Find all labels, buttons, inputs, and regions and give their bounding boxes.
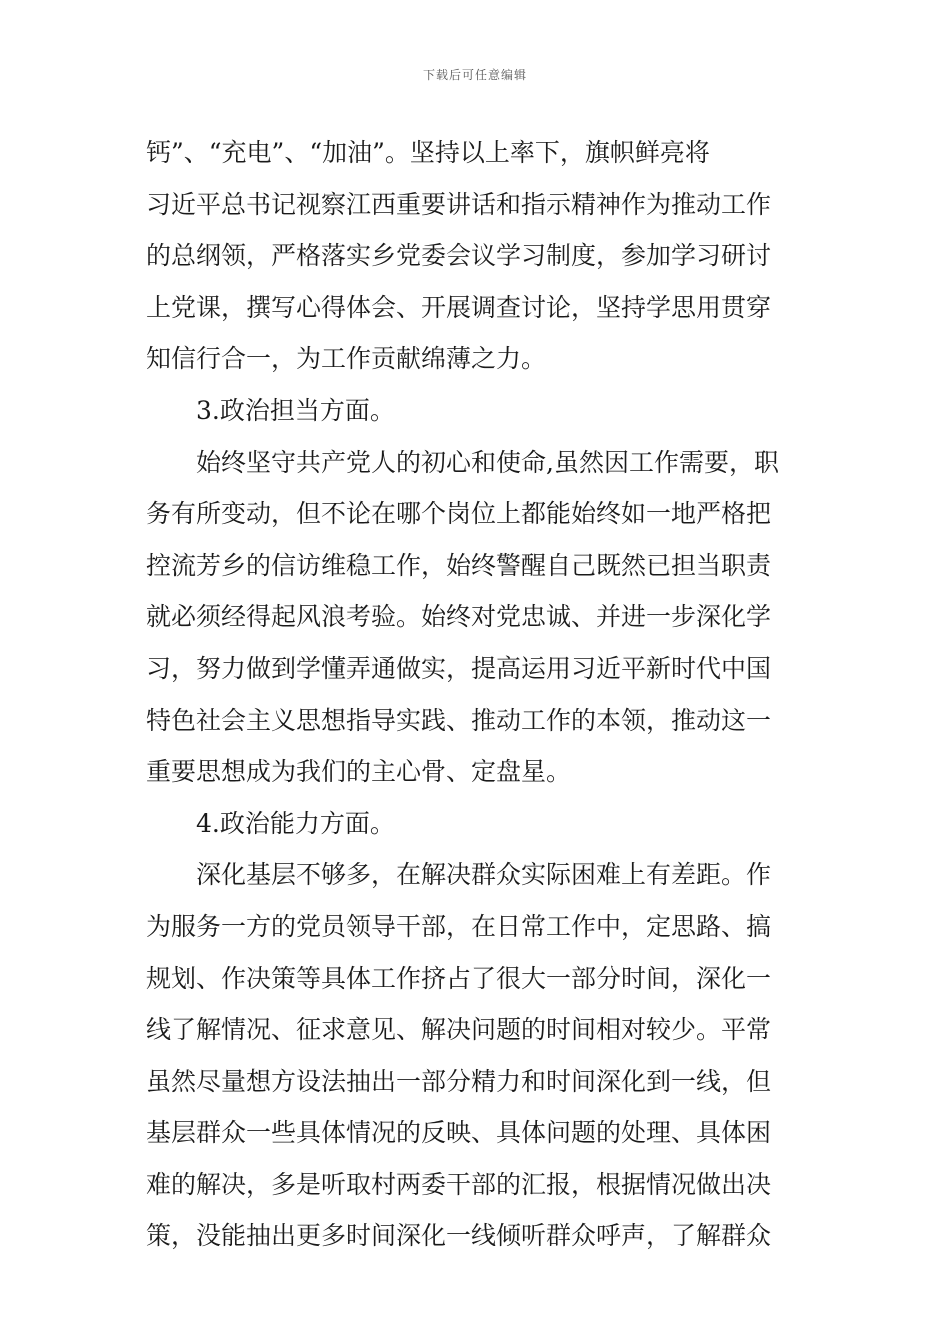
text-line: 基层群众一些具体情况的反映、具体问题的处理、具体困 <box>146 1118 772 1148</box>
paragraph-first-line: 始终坚守共产党人的初心和使命,虽然因工作需要，职 <box>196 447 779 477</box>
text-line: 特色社会主义思想指导实践、推动工作的本领，推动这一 <box>146 705 772 735</box>
text-line: 就必须经得起风浪考验。始终对党忠诚、并进一步深化学 <box>146 602 772 632</box>
text-line: 习，努力做到学懂弄通做实，提高运用习近平新时代中国 <box>146 653 772 683</box>
text-line: 线了解情况、征求意见、解决问题的时间相对较少。平常 <box>146 1015 772 1045</box>
document-body <box>146 127 806 1262</box>
text-line: 策，没能抽出更多时间深化一线倾听群众呼声，了解群众 <box>146 1221 772 1251</box>
paragraph-first-line: 深化基层不够多，在解决群众实际困难上有差距。作 <box>196 860 772 890</box>
text-line: 上党课，撰写心得体会、开展调查讨论，坚持学思用贯穿 <box>146 292 772 322</box>
text-line: 知信行合一，为工作贡献绵薄之力。 <box>146 344 547 374</box>
section-heading: 4.政治能力方面。 <box>196 808 395 838</box>
page-header: 下载后可任意编辑 <box>422 68 527 82</box>
text-line: 务有所变动，但不论在哪个岗位上都能始终如一地严格把 <box>146 499 772 529</box>
text-line: 难的解决，多是听取村两委干部的汇报，根据情况做出决 <box>146 1169 772 1199</box>
text-line: 习近平总书记视察江西重要讲话和指示精神作为推动工作 <box>146 189 772 219</box>
text-line: 控流芳乡的信访维稳工作，始终警醒自己既然已担当职责 <box>146 550 772 580</box>
text-line: 规划、作决策等具体工作挤占了很大一部分时间，深化一 <box>146 963 772 993</box>
text-line: 为服务一方的党员领导干部，在日常工作中，定思路、搞 <box>146 911 772 941</box>
text-line: 的总纲领，严格落实乡党委会议学习制度，参加学习研讨 <box>146 241 772 271</box>
text-line: 钙”、“充电”、“加油”。坚持以上率下，旗帜鲜亮将 <box>146 138 710 167</box>
text-line: 重要思想成为我们的主心骨、定盘星。 <box>146 757 572 787</box>
section-heading: 3.政治担当方面。 <box>196 395 395 425</box>
text-line: 虽然尽量想方设法抽出一部分精力和时间深化到一线，但 <box>146 1066 772 1096</box>
